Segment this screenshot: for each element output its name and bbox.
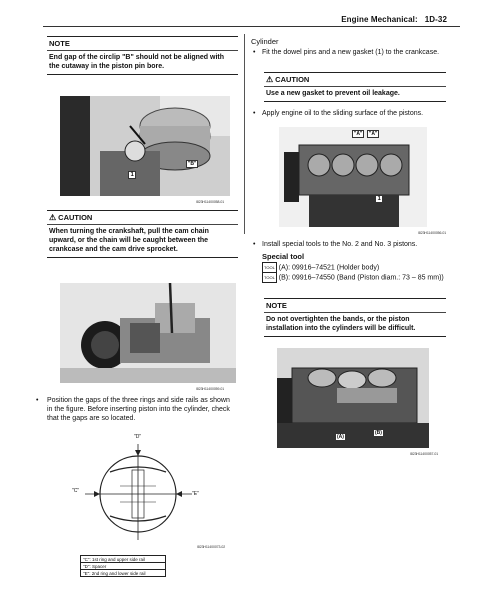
engine-oil-instruction: Apply engine oil to the sliding surface of the pistons. xyxy=(262,110,424,117)
special-tool-title: Special tool xyxy=(262,252,305,261)
dowel-pin-instruction: Fit the dowel pins and a new gasket (1) to the crankcase. xyxy=(262,49,440,56)
label-d: "D" xyxy=(134,434,142,440)
note-body: Do not overtighten the bands, or the piston installation into the cylinders will be difficult. xyxy=(266,316,416,332)
piston-circlip-illustration xyxy=(60,96,230,196)
label-a: "A" xyxy=(354,131,363,137)
label-tool-a: (A) xyxy=(337,434,344,440)
label-1: 1 xyxy=(128,171,136,179)
bullet-dot: • xyxy=(253,49,256,56)
special-tool-instruction: Install special tools to the No. 2 and No. 3 pistons. xyxy=(262,241,418,248)
section-heading-cylinder: Cylinder xyxy=(251,37,279,46)
note-body: End gap of the circlip "B" should not be aligned with the cutaway in the piston pin bore. xyxy=(49,54,225,70)
header-section: Engine Mechanical: xyxy=(341,15,418,24)
label-tool-b: (B) xyxy=(375,430,382,436)
bullet-dot: • xyxy=(253,241,256,248)
label-b: "B" xyxy=(188,161,197,167)
figure-id: I823H11400058-01 xyxy=(196,200,225,204)
ring-gap-diagram xyxy=(80,432,220,542)
warning-icon: ⚠ xyxy=(49,213,57,222)
caution-body: When turning the crankshaft, pull the cam chain upward, or the chain will be caught between the crankcase and the cam drive sprocket. xyxy=(49,228,209,253)
photo-cylinder-gasket xyxy=(279,127,427,227)
label-e: "E" xyxy=(192,491,199,497)
figure-id: I823H11400073-02 xyxy=(197,545,226,549)
caution-body: Use a new gasket to prevent oil leakage. xyxy=(266,90,400,97)
figure-id: I823H11400057-01 xyxy=(410,452,439,456)
figure-id: I823H11400056-01 xyxy=(418,231,447,235)
note-title: NOTE xyxy=(47,37,238,51)
caution-title xyxy=(47,211,238,225)
caution-title-text: CAUTION xyxy=(275,75,310,84)
special-tool-b-text: (B): 09916–74550 (Band (Piston diam.: 73 – 85 mm)) xyxy=(278,274,444,282)
note-box-circlip xyxy=(47,36,238,75)
special-tool-item xyxy=(262,272,447,283)
label-1: 1 xyxy=(375,195,383,203)
caution-title-text: CAUTION xyxy=(58,213,93,222)
column-divider xyxy=(244,34,245,234)
special-tool-a-text: (A): 09916–74521 (Holder body) xyxy=(278,264,380,272)
caution-box-gasket xyxy=(264,72,446,102)
page-header xyxy=(341,15,447,24)
special-tools-illustration xyxy=(277,348,429,448)
note-title: NOTE xyxy=(264,299,446,313)
bullet-dot: • xyxy=(253,110,256,117)
bullet-dot: • xyxy=(36,397,39,404)
photo-piston-circlip xyxy=(60,96,230,196)
caution-title xyxy=(264,73,446,87)
cylinder-gasket-illustration xyxy=(279,127,427,227)
note-box-bands xyxy=(264,298,446,337)
legend-row: "E": 2nd ring and lower side rail xyxy=(81,570,166,577)
cam-chain-illustration xyxy=(60,283,236,383)
page-number: 1D-32 xyxy=(424,15,447,24)
label-a: "A" xyxy=(369,131,378,137)
ring-legend-table xyxy=(80,555,166,577)
legend-row: "C": 1st ring and upper side rail xyxy=(81,556,166,563)
photo-special-tools xyxy=(277,348,429,448)
label-c: "C" xyxy=(72,488,80,494)
tool-icon: TOOL xyxy=(262,262,277,273)
figure-id: I823H11400059-01 xyxy=(196,387,225,391)
tool-icon: TOOL xyxy=(262,272,277,283)
header-rule xyxy=(43,26,460,27)
caution-box-cam-chain xyxy=(47,210,238,258)
warning-icon: ⚠ xyxy=(266,75,274,84)
ring-gap-instruction: Position the gaps of the three rings and side rails as shown in the figure. Before inserting piston into the cylinder, check that the gaps are so located. xyxy=(47,397,230,422)
legend-row: "D": Spacer xyxy=(81,563,166,570)
photo-cam-chain xyxy=(60,283,236,383)
